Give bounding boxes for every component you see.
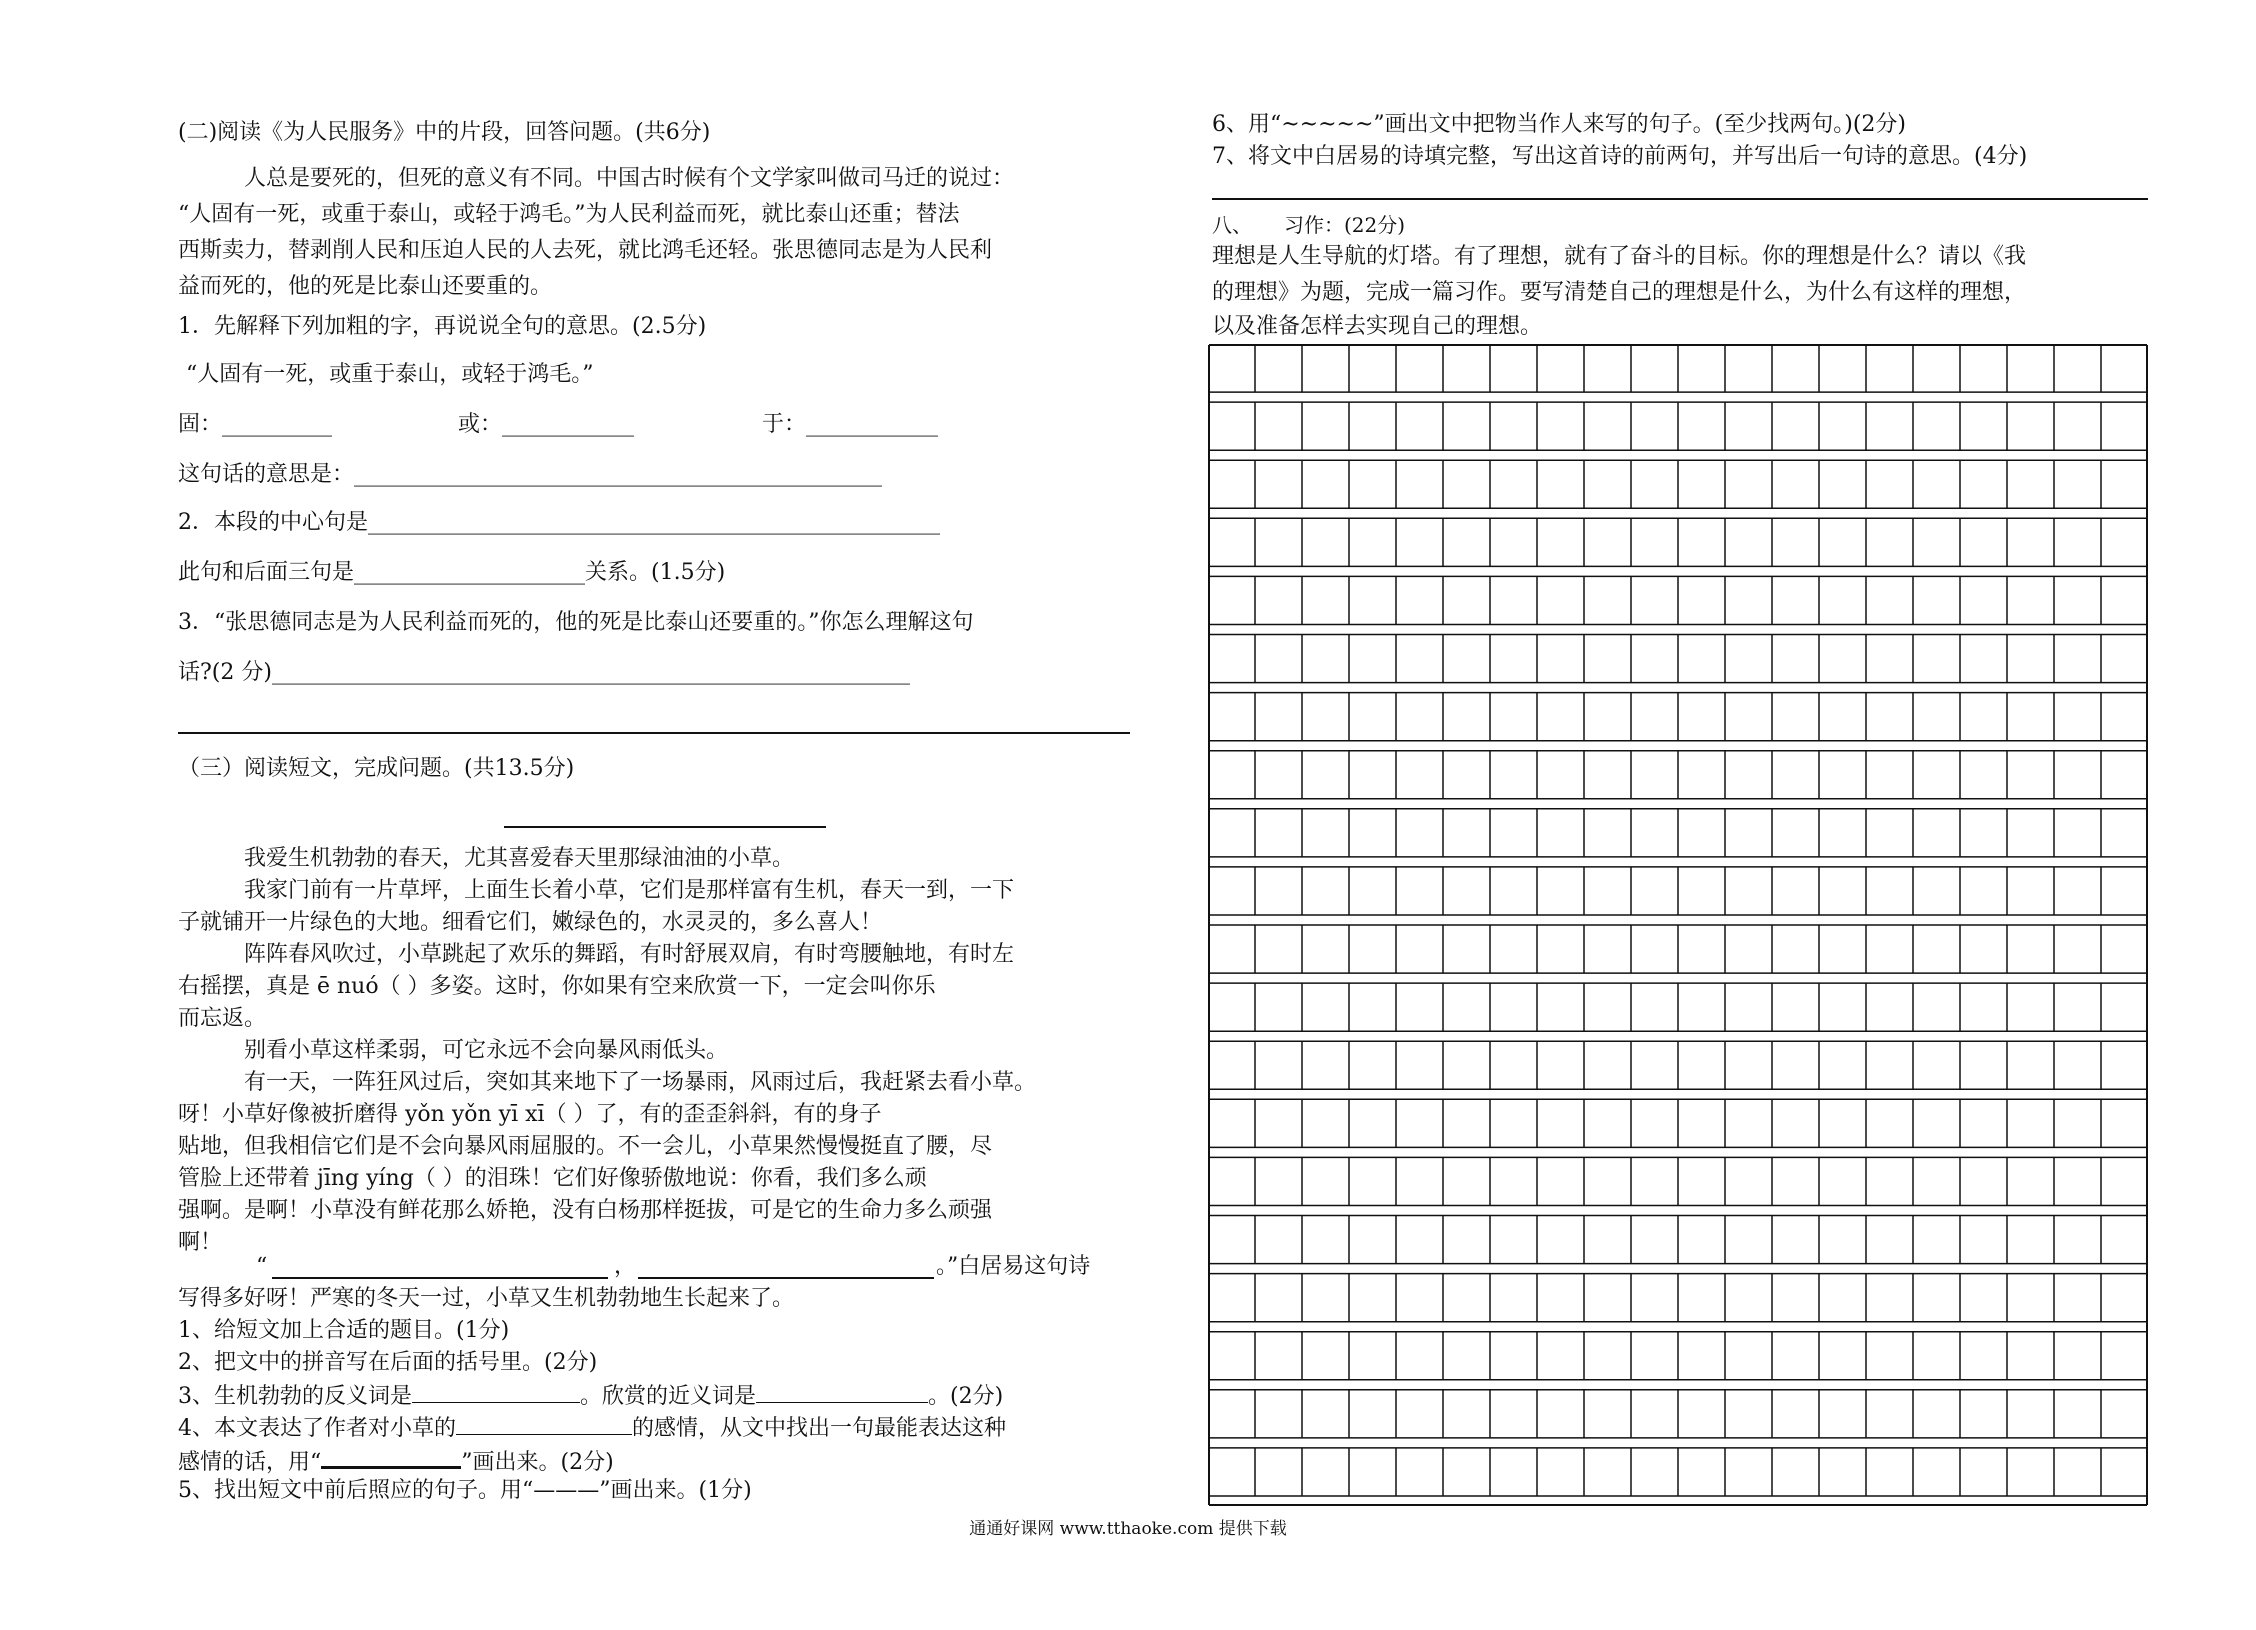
question-1: 1．先解释下列加粗的字，再说说全句的意思。(2.5分) — [178, 314, 707, 339]
story-line-1: 我爱生机勃勃的春天，尤其喜爱春天里那绿油油的小草。 — [244, 846, 795, 871]
prompt-line-2: 的理想》为题，完成一篇习作。要写清楚自己的理想是什么，为什么有这样的理想， — [1212, 280, 2027, 305]
question-7: 7、将文中白居易的诗填完整，写出这首诗的前两句，并写出后一句诗的意思。(4分) — [1212, 144, 2028, 169]
story-line-3: 子就铺开一片绿色的大地。细看它们，嫩绿色的，水灵灵的，多么喜人！ — [178, 910, 883, 935]
answer-line[interactable] — [178, 732, 1130, 734]
question-6: 6、用“~~~~~”画出文中把物当作人来写的句子。(至少找两句。)(2分) — [1212, 112, 1906, 137]
poem-line-2: 写得多好呀！严寒的冬天一过，小草又生机勃勃地生长起来了。 — [178, 1286, 795, 1311]
passage-line-3: 西斯卖力，替剥削人民和压迫人民的人去死，就比鸿毛还轻。张思德同志是为人民利 — [178, 238, 993, 263]
story-question-3 — [178, 1380, 1003, 1412]
story-line-9: 呀！小草好像被折磨得 yǒn yǒn yī xī（ ）了，有的歪歪斜斜，有的身子 — [178, 1102, 882, 1127]
story-line-11: 管脸上还带着 jīng yíng（ ）的泪珠！它们好像骄傲地说：你看，我们多么顽 — [178, 1166, 927, 1191]
section-8-number: 八、 — [1212, 213, 1252, 237]
feeling-blank[interactable] — [456, 1412, 632, 1435]
q3-part-b: 。欣赏的近义词是 — [580, 1384, 757, 1409]
story-question-4-cont — [178, 1444, 614, 1478]
question-7-answer-line[interactable] — [1212, 198, 2148, 200]
underline-sample — [321, 1444, 461, 1469]
story-line-8: 有一天，一阵狂风过后，突如其来地下了一场暴雨，风雨过后，我赶紧去看小草。 — [244, 1070, 1037, 1095]
passage-line-1: 人总是要死的，但死的意义有不同。中国古时候有个文学家叫做司马迁的说过： — [244, 166, 1015, 191]
q4-part-b: 的感情，从文中找出一句最能表达这种 — [632, 1416, 1007, 1441]
story-line-12: 强啊。是啊！小草没有鲜花那么娇艳，没有白杨那样挺拔，可是它的生命力多么顽强 — [178, 1198, 993, 1223]
q4-part-c: 感情的话，用“ — [178, 1450, 322, 1475]
q3-part-a: 3、生机勃勃的反义词是 — [178, 1384, 412, 1409]
story-line-13: 啊！ — [178, 1230, 223, 1255]
writing-grid[interactable] — [1208, 344, 2148, 1506]
footer-credit: 通通好课网 www.tthaoke.com 提供下载 — [969, 1519, 1287, 1539]
passage-line-4: 益而死的，他的死是比泰山还要重的。 — [178, 274, 553, 299]
synonym-blank[interactable] — [756, 1380, 928, 1403]
question-3: 3．“张思德同志是为人民利益而死的，他的死是比泰山还要重的。”你怎么理解这句 — [178, 610, 974, 635]
prompt-line-3: 以及准备怎样去实现自己的理想。 — [1212, 314, 1543, 339]
poem-comma: ， — [614, 1254, 637, 1279]
q4-part-d: ”画出来。(2分) — [461, 1450, 614, 1475]
prompt-line-1: 理想是人生导航的灯塔。有了理想，就有了奋斗的目标。你的理想是什么？请以《我 — [1212, 244, 2027, 269]
question-2[interactable]: 2．本段的中心句是____________________________________________________ — [178, 510, 940, 535]
meaning-answer[interactable]: 这句话的意思是：________________________________________________ — [178, 462, 883, 487]
story-question-4 — [178, 1412, 1006, 1444]
define-yu[interactable]: 于：____________ — [762, 412, 939, 437]
question-1-quote: “人固有一死，或重于泰山，或轻于鸿毛。” — [186, 362, 594, 387]
poem-blank-2[interactable] — [638, 1277, 934, 1279]
section-2-title: (二)阅读《为人民服务》中的片段，回答问题。(共6分) — [178, 120, 711, 145]
poem-blank-1[interactable] — [272, 1277, 608, 1279]
story-line-5: 右摇摆，真是 ē nuó（ ）多姿。这时，你如果有空来欣赏一下，一定会叫你乐 — [178, 974, 936, 999]
q3-part-c: 。(2分) — [928, 1384, 1004, 1409]
question-3-answer[interactable]: 话?(2 分)__________________________________________________________ — [178, 660, 910, 685]
story-line-4: 阵阵春风吹过，小草跳起了欢乐的舞蹈，有时舒展双肩，有时弯腰触地，有时左 — [244, 942, 1015, 967]
story-question-5: 5、找出短文中前后照应的句子。用“———”画出来。(1分) — [178, 1478, 752, 1503]
passage-line-2: “人固有一死，或重于泰山，或轻于鸿毛。”为人民利益而死，就比泰山还重；替法 — [178, 202, 960, 227]
story-title-blank[interactable] — [504, 826, 826, 828]
story-line-2: 我家门前有一片草坪，上面生长着小草，它们是那样富有生机，春天一到，一下 — [244, 878, 1015, 903]
section-3-title: （三）阅读短文，完成问题。(共13.5分) — [178, 756, 575, 781]
question-2-relation[interactable]: 此句和后面三句是_____________________关系。(1.5分) — [178, 560, 726, 585]
q4-part-a: 4、本文表达了作者对小草的 — [178, 1416, 456, 1441]
story-line-6: 而忘返。 — [178, 1006, 267, 1031]
section-8-title: 习作：(22分) — [1284, 213, 1406, 237]
antonym-blank[interactable] — [412, 1380, 580, 1403]
story-line-7: 别看小草这样柔弱，可它永远不会向暴风雨低头。 — [244, 1038, 729, 1063]
define-gu[interactable]: 固：__________ — [178, 412, 333, 437]
story-question-2: 2、把文中的拼音写在后面的括号里。(2分) — [178, 1350, 598, 1375]
poem-open-quote: “ — [256, 1254, 268, 1279]
define-huo[interactable]: 或：____________ — [458, 412, 635, 437]
story-line-10: 贴地，但我相信它们是不会向暴风雨屈服的。不一会儿，小草果然慢慢挺直了腰，尽 — [178, 1134, 993, 1159]
story-question-1: 1、给短文加上合适的题目。(1分) — [178, 1318, 510, 1343]
poem-close: 。”白居易这句诗 — [936, 1254, 1091, 1279]
